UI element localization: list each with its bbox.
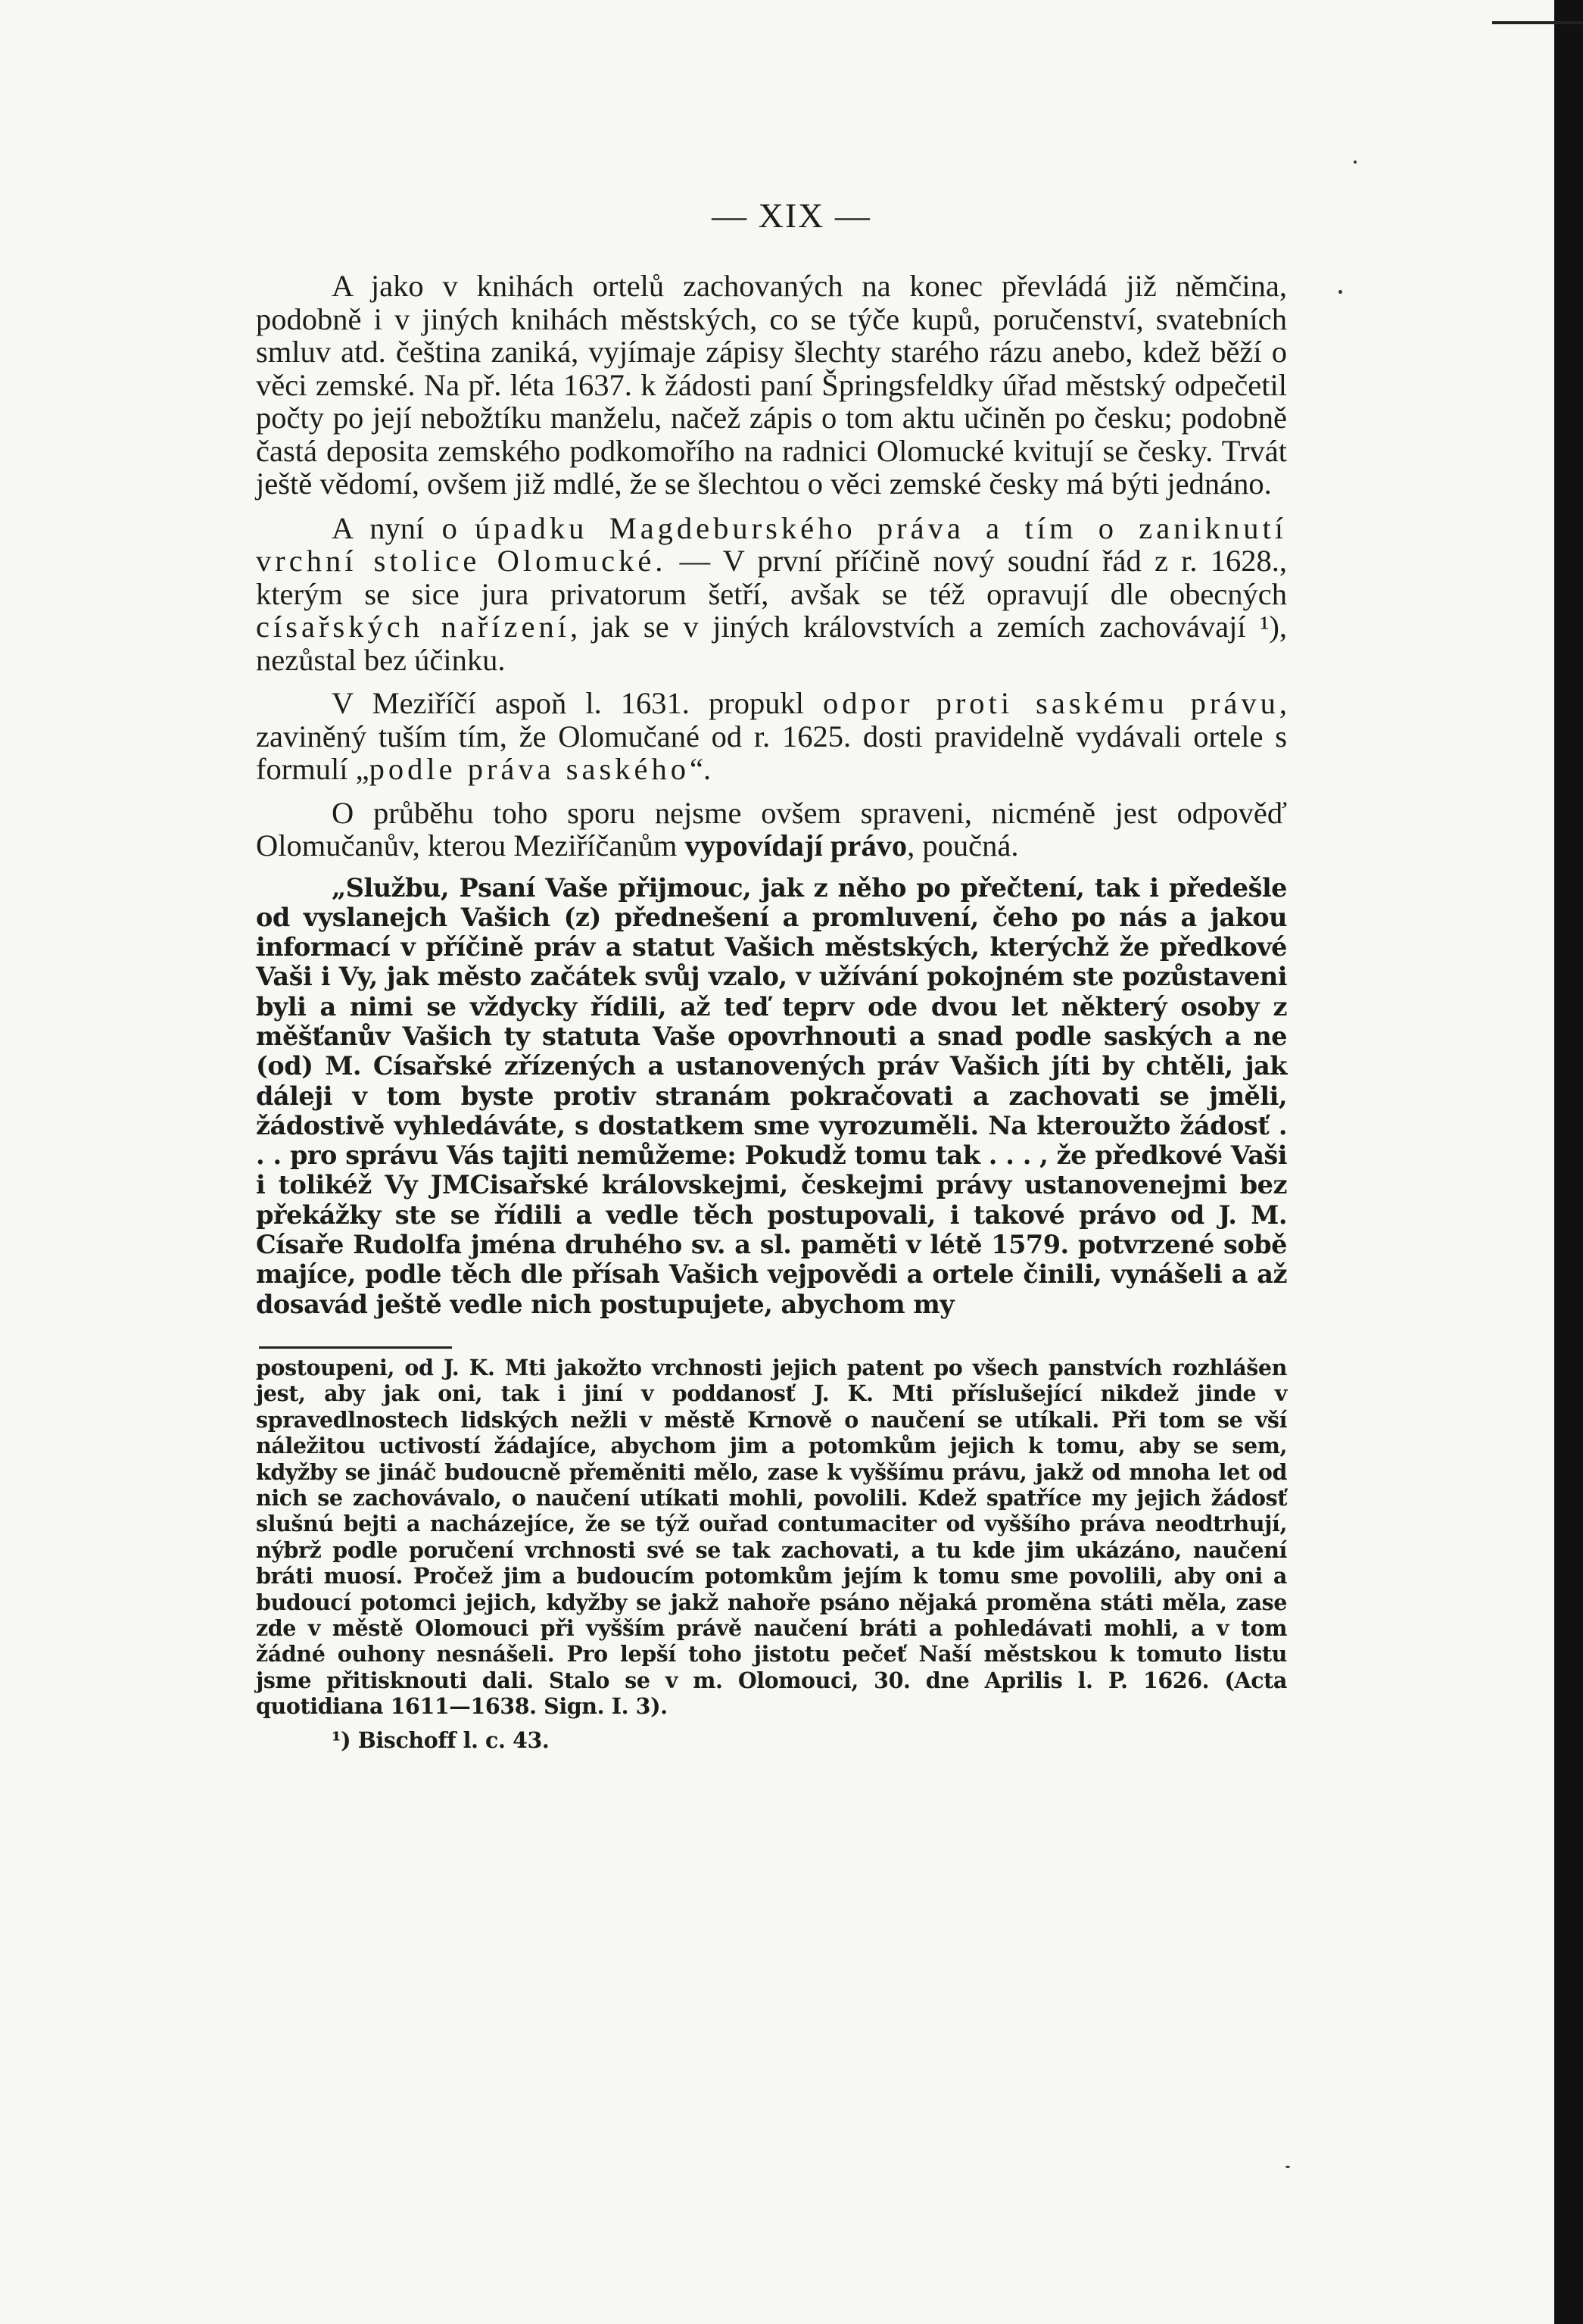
scan-border-right [1554,0,1583,2324]
text-body [256,270,1287,1753]
scan-speck [1338,290,1342,294]
page-number-header: — XIX — [712,196,871,235]
paragraph [256,512,1287,677]
spaced-emphasis: odpor proti saskému právu [823,686,1279,720]
footnote [256,1727,1287,1753]
bold-emphasis: vypovídají právo [684,828,908,863]
scan-border-top [1492,21,1583,24]
scan-speck [1285,2166,1290,2168]
text-run: , zaviněný tuším tím, že Olomučané od r. 1625. dosti pravidelně vydávali ortele s formulí „ [256,686,1287,786]
paragraph [256,687,1287,786]
text-run: A nyní o [332,510,475,545]
spaced-emphasis: úpadku Magdeburského práva a tím o zaniknutí vrchní stolice Olomucké. [256,510,1288,578]
text-run: V Meziříčí aspoň l. 1631. propukl [332,686,824,720]
text-run: — V první příčině nový soudní řád z r. 1628., kterým se sice jura privatorum šetří, avšak se též opravují dle obecných [256,544,1287,611]
paragraph: A jako v knihách ortelů zachovaných na konec převládá již němčina, podobně i v jiných knihách městských, co se týče kupů, poručenství, svatebních smluv atd. čeština zaniká, vyjímaje zápisy šlechty starého rázu anebo, kdež běží o věci zemské. Na př. léta 1637. k žádosti paní Špringsfeldky úřad městský odpečetil počty po její nebožtíku manželu, načež zápis o tom aktu učiněn po česku; podobně častá deposita zemského podkomořího na radnici Olomucké kvitují se česky. Trvát ještě vědomí, ovšem již mdlé, že se šlechtou o věci zemské česky má býti jednáno. [256,269,1287,501]
spaced-emphasis: císařských nařízení [256,610,571,644]
quoted-letter: „Službu, Psaní Vaše přijmouc, jak z něho po přečtení, tak i předešle od vyslanejch Vašich (z) přednešení a promluvení, čeho po nás a jakou informací v příčině práv a statut Vašich městských, kterýchž že předkové Vaši i Vy, jak město začátek svůj vzalo, v užívání pokojném ste pozůstaveni byli a nimi se vždycky řídili, až teď teprv ode dvou let některý osoby z měšťanův Vašich ty statuta Vaše opovrhnouti a snad podle saských a ne (od) M. Císařské zřízených a ustanovených práv Vašich jíti by chtěli, jak dáleji v tom byste protiv stranám pokračovati a zachovati se jměli, žádostivě vyhledáváte, s dostatkem sme vyrozuměli. Na kteroužto žádosť . . . pro správu Vás tajiti nemůžeme: Pokudž tomu tak . . . , že předkové Vaši i tolikéž Vy JMCisařské královskejmi, českejmi právy ustanovenejmi bez překážky ste se řídili a vedle těch postupovali, i takové právo od J. M. Císaře Rudolfa jména druhého sv. a sl. paměti v létě 1579. potvrzené sobě majíce, podle těch dle přísah Vašich vejpovědi a ortele činili, vynášeli a až dosavád ještě vedle nich postupujete, abychom my [256,872,1287,1319]
footnote-text: Bischoff l. c. 43. [351,1727,550,1753]
text-run: , poučná. [907,828,1019,863]
footnote-marker: ¹) [332,1727,351,1753]
spaced-emphasis: podle práva saského [369,752,690,786]
scan-speck [1354,161,1357,164]
text-run: , jak se v jiných královstvích a zemích zachovávají ¹), nezůstal bez účinku. [256,610,1287,677]
text-run: “. [689,752,712,786]
footnote-continuation: postoupeni, od J. K. Mti jakožto vrchnosti jejich patent po všech panstvích rozhlášen jest, aby jak oni, tak i jiní v poddanosť J. K. Mti příslušející nikdež jinde v spravedlnostech lidských nežli v městě Krnově o naučení se utíkali. Při tom se vší náležitou uctivostí žádajíce, abychom jim a potomkům jejich k tomu, aby se sem, kdyžby se jináč budoucně přeměniti mělo, zase k vyššímu právu, jakž od mnoha let od nich se zachovávalo, o naučení utíkati mohli, povolili. Kdež spatříce my jejich žádosť slušnú bejti a nacházejíce, že se týž ouřad contumaciter od vyššího práva neodtrhují, nýbrž podle poručení vrchnosti své se tak zachovati, a tu kde jim ukázáno, naučení bráti muosí. Pročež jim a budoucím potomkům jejím k tomu sme povolili, aby oni a budoucí potomci jejich, kdyžby se jakž nahoře psáno nějaká proměna státi měla, zase zde v městě Olomouci při vyšším právě naučení bráti a pohledávati mohli, a v tom žádné ouhony nesnášeli. Pro lepší toho jistotu pečeť Naší městskou k tomuto listu jsme přitisknouti dali. Stalo se v m. Olomouci, 30. dne Aprilis l. P. 1626. (Acta quotidiana 1611—1638. Sign. I. 3). [256,1354,1287,1720]
footnote-separator [259,1346,452,1349]
text-run: O průběhu toho sporu nejsme ovšem spraveni, nicméně jest odpověď Olomučanův, kterou Meziříčanům [256,795,1287,863]
paragraph [256,797,1287,863]
